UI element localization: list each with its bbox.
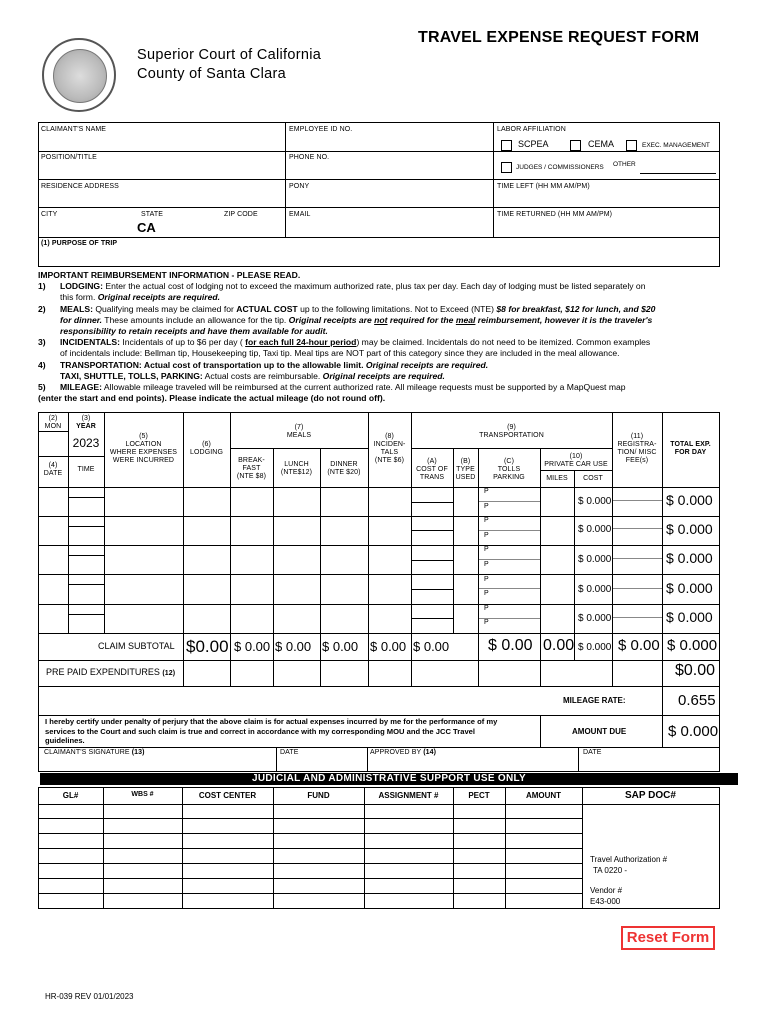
prepaid-label: PRE PAID EXPENDITURES (12): [46, 667, 176, 677]
incidentals-header: INCIDEN-: [373, 441, 406, 448]
dinner-header: DINNER: [330, 461, 358, 468]
miles-header: MILES: [546, 475, 568, 482]
court-seal: [42, 38, 116, 112]
subtotal-breakfast: $ 0.00: [234, 639, 271, 654]
subtotal-miles: 0.00: [543, 637, 575, 654]
position-field[interactable]: [40, 164, 282, 177]
other-affiliation-field[interactable]: [640, 160, 716, 172]
row2-total: $ 0.000: [666, 521, 713, 537]
row5-cost: $ 0.000: [578, 613, 612, 624]
sap-doc-header: SAP DOC#: [625, 790, 676, 801]
court-name: Superior Court of California County of Santa Clara: [137, 47, 322, 82]
lunch-header: LUNCH: [284, 461, 309, 468]
approved-by-field[interactable]: [369, 757, 576, 770]
cost-header: COST: [583, 475, 603, 482]
cema-checkbox[interactable]: [570, 140, 581, 151]
signature-label: CLAIMANT'S SIGNATURE (13): [44, 749, 145, 756]
mileage-rate-value: 0.655: [678, 692, 716, 709]
row3-cost: $ 0.000: [578, 554, 612, 565]
gl-header: GL#: [62, 791, 79, 800]
time-header: TIME: [77, 466, 95, 473]
year-header: YEAR: [76, 423, 96, 430]
total-exp-header: TOTAL EXP.: [670, 441, 711, 448]
subtotal-tolls: $ 0.00: [488, 637, 533, 654]
prepaid-value[interactable]: $0.00: [675, 662, 716, 679]
cost-center-header: COST CENTER: [198, 791, 257, 800]
phone-label: PHONE NO.: [289, 154, 330, 161]
email-label: EMAIL: [289, 211, 311, 218]
private-car-header: PRIVATE CAR USE: [544, 461, 608, 468]
pony-label: PONY: [289, 183, 310, 190]
meals-header: MEALS: [286, 432, 312, 439]
assignment-header: ASSIGNMENT #: [378, 791, 439, 800]
claimant-name-label: CLAIMANT'S NAME: [41, 126, 107, 133]
row3-total: $ 0.000: [666, 550, 713, 566]
phone-field[interactable]: [288, 164, 490, 177]
row4-total: $ 0.000: [666, 580, 713, 596]
pect-header: PECT: [468, 791, 490, 800]
registration-header: REGISTRA-: [617, 441, 657, 448]
reset-form-button[interactable]: Reset Form: [621, 926, 715, 950]
form-title: TRAVEL EXPENSE REQUEST FORM: [418, 29, 700, 46]
reimbursement-info: IMPORTANT REIMBURSEMENT INFORMATION - PLEASE READ. 1) LODGING: Enter the actual cost of lodging not to exceed the maximum authorized rate, plus tax per day. Each day of lodging must be listed separately on this form. Original receipts are required. 2) MEALS: Qualifying meals may be claimed for ACTUAL COST up to the following limitations. Not to Exceed (NTE) $8 for breakfast, $12 for lunch, and $20 for dinner. These amounts include an allowance for the tip. Original receipts are not required for the meal reimbursement, however it is the traveler's responsibility to retain receipts and have them available for audit. 3) INCIDENTALS: Incidentals of up to $6 per day ( for each full 24-hour period) may be claimed. Incidentals do not need to be itemized. Common examples of incidentals include: Bellman tip, Housekeeping tip, Taxi tip. Meal tips are NOT part of this category since they are included in the meal allowance. 4) TRANSPORTATION: Actual cost of transportation up to the allowable limit. Original receipts are required. TAXI, SHUTTLE, TOLLS, PARKING: Actual costs are reimbursable. Original receipts are required. 5) MILEAGE: Allowable mileage traveled will be reimbursed at the current authorized rate. All mileage requests must be supported by a MapQuest map (enter the start and end points). Please indicate the actual mileage (do not round off).: [38, 270, 656, 404]
row1-total: $ 0.000: [666, 492, 713, 508]
city-label: CITY: [41, 211, 58, 218]
breakfast-header: FAST: [242, 465, 261, 472]
row1-cost: $ 0.000: [578, 496, 612, 507]
time-left-field[interactable]: [496, 192, 716, 205]
mileage-rate-label: MILEAGE RATE:: [563, 696, 626, 705]
subtotal-dinner: $ 0.00: [322, 639, 359, 654]
row5-total: $ 0.000: [666, 609, 713, 625]
vendor-label: Vendor #: [590, 886, 623, 895]
amount-due-label: AMOUNT DUE: [572, 727, 627, 736]
subtotal-lodging: $0.00: [186, 637, 229, 656]
approved-by-label: APPROVED BY (14): [370, 749, 437, 756]
year-value[interactable]: 2023: [72, 436, 100, 450]
fund-header: FUND: [307, 791, 330, 800]
location-header: LOCATION: [125, 441, 162, 448]
signature-field[interactable]: [40, 757, 274, 770]
claim-subtotal-label: CLAIM SUBTOTAL: [98, 641, 175, 651]
purpose-label: (1) PURPOSE OF TRIP: [41, 240, 118, 247]
date-label: DATE: [280, 749, 299, 756]
row2-cost: $ 0.000: [578, 524, 612, 535]
position-label: POSITION/TITLE: [41, 154, 97, 161]
judicial-entry-grid[interactable]: [40, 805, 580, 907]
form-revision: HR-039 REV 01/01/2023: [45, 992, 134, 1001]
wbs-header: WBS #: [131, 791, 154, 798]
labor-affiliation-label: LABOR AFFILIATION: [497, 126, 566, 133]
certification-text: I hereby certify under penalty of perjury that the above claim is for actual expenses incurred by me for the performance of my services to the Court and such claim is true and correct in accordance with my corresponding MOU and the JCC Travel guidelines.: [45, 717, 498, 745]
type-used-header: TYPE: [456, 466, 475, 473]
vendor-value[interactable]: E43-000: [590, 897, 621, 906]
travel-auth-value[interactable]: TA 0220 -: [593, 866, 628, 875]
scpea-checkbox[interactable]: [501, 140, 512, 151]
zip-label: ZIP CODE: [224, 211, 258, 218]
subtotal-cost: $ 0.000: [578, 642, 612, 653]
email-field[interactable]: [288, 221, 490, 234]
subtotal-lunch: $ 0.00: [275, 639, 312, 654]
subtotal-registration: $ 0.00: [618, 637, 660, 654]
purpose-field[interactable]: [40, 249, 716, 264]
approved-date-field[interactable]: [580, 757, 718, 770]
time-returned-field[interactable]: [496, 221, 716, 234]
tolls-parking-header: TOLLS: [497, 466, 521, 473]
residence-field[interactable]: [40, 192, 282, 205]
employee-id-field[interactable]: [288, 136, 490, 149]
claimant-name-field[interactable]: [40, 136, 282, 149]
pony-field[interactable]: [288, 192, 490, 205]
judicial-section-title: JUDICIAL AND ADMINISTRATIVE SUPPORT USE ONLY: [40, 773, 738, 785]
signature-date-field[interactable]: [278, 757, 365, 770]
date-header: DATE: [43, 470, 63, 477]
subtotal-transportation: $ 0.00: [413, 639, 450, 654]
exec-management-checkbox[interactable]: [626, 140, 637, 151]
approved-date-label: DATE: [583, 749, 602, 756]
amount-header: AMOUNT: [525, 791, 562, 800]
time-left-label: TIME LEFT (HH MM AM/PM): [497, 183, 590, 190]
expense-rows[interactable]: P P $ 0.000 $ 0.000 P P $ 0.000 $ 0.000 P P $ 0.000 $ 0.000 P P $ 0.000 $ 0.000 P P $ 0.000 $ 0.000: [484, 488, 713, 626]
state-value[interactable]: CA: [137, 220, 156, 235]
transportation-header: TRANSPORTATION: [479, 432, 544, 439]
lodging-header: LODGING: [190, 449, 223, 456]
row4-cost: $ 0.000: [578, 584, 612, 595]
subtotal-incidentals: $ 0.00: [370, 639, 407, 654]
amount-due-value: $ 0.000: [668, 723, 719, 740]
travel-auth-label: Travel Authorization #: [590, 855, 668, 864]
time-returned-label: TIME RETURNED (HH MM AM/PM): [497, 211, 613, 218]
mon-header: MON: [44, 423, 62, 430]
judges-checkbox[interactable]: [501, 162, 512, 173]
state-label: STATE: [141, 211, 164, 218]
residence-label: RESIDENCE ADDRESS: [41, 183, 119, 190]
subtotal-total: $ 0.000: [667, 637, 718, 654]
cost-of-trans-header: COST OF: [416, 466, 448, 473]
employee-id-label: EMPLOYEE ID NO.: [289, 126, 353, 133]
